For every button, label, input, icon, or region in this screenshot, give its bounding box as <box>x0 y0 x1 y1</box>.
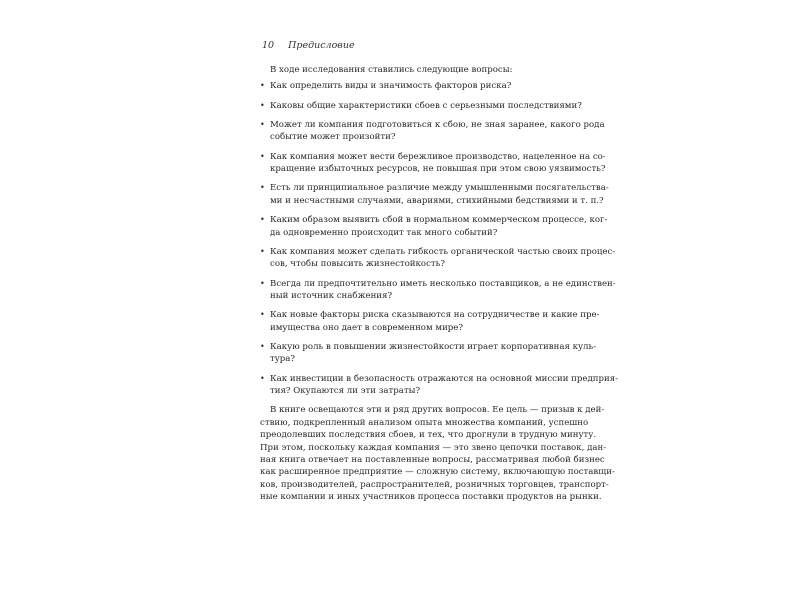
question-line: ми и несчастными случаями, авариями, стихийными бедствиями и т. п.? <box>270 195 604 206</box>
question-item <box>260 100 582 112</box>
question-line: Как инвестиции в безопасность отражаются на основной миссии предприя- <box>270 373 619 384</box>
question-line: Может ли компания подготовиться к сбою, не зная заранее, какого рода <box>270 120 605 130</box>
bullet-icon: • <box>260 215 265 225</box>
paragraph-line: В книге освещаются эти и ряд других вопросов. Ее цель — призыв к дей- <box>270 405 605 416</box>
body-text <box>260 60 619 504</box>
question-item <box>260 80 566 92</box>
question-item <box>260 246 616 271</box>
intro-paragraph: В ходе исследования ставились следующие вопросы: <box>270 65 513 75</box>
question-item <box>260 341 597 366</box>
question-line: тура? <box>270 354 296 365</box>
question-item <box>260 214 608 239</box>
bullet-icon: • <box>260 81 265 91</box>
question-line: Каким образом выявить сбой в нормальном коммерческом процессе, ког- <box>270 215 608 226</box>
bullet-icon: • <box>260 183 265 193</box>
question-line: Как определить виды и значимость факторов риска? <box>270 81 512 92</box>
paragraph-line: ные компании и иных участников процесса поставки продуктов на рынки. <box>260 492 602 503</box>
page-number: 10 <box>262 40 275 51</box>
paragraph-line: ков, производителей, распространителей, розничных торговцев, транспорт- <box>260 479 609 490</box>
question-line: ный источник снабжения? <box>270 290 393 301</box>
question-item <box>260 182 609 207</box>
section-title: Предисловие <box>288 40 355 51</box>
question-item <box>260 373 619 398</box>
question-line: Как компания может вести бережливое производство, нацеленное на со- <box>270 151 606 162</box>
closing-paragraph <box>260 404 615 503</box>
paragraph-line: преодолевших последствия сбоев, и тех, что дрогнули в трудную минуту. <box>260 430 597 441</box>
bullet-icon: • <box>260 373 265 383</box>
paragraph-line: как расширенное предприятие — сложную систему, включающую поставщи- <box>260 467 615 478</box>
bullet-icon: • <box>260 246 265 256</box>
question-line: сов, чтобы повысить жизнестойкость? <box>270 259 445 270</box>
question-line: событие может произойти? <box>270 132 396 143</box>
question-line: Какую роль в повышении жизнестойкости играет корпоративная куль- <box>270 341 597 352</box>
question-item <box>260 278 616 303</box>
question-line: Как новые факторы риска сказываются на сотрудничестве и какие пре- <box>270 310 600 321</box>
questions-list <box>260 80 619 397</box>
paragraph-line: ствию, подкрепленный анализом опыта множества компаний, успешно <box>260 417 589 428</box>
bullet-icon: • <box>260 151 265 161</box>
question-line: тия? Окупаются ли эти затраты? <box>270 386 421 397</box>
question-line: Как компания может сделать гибкость органической частью своих процес- <box>270 246 616 257</box>
paragraph-line: При этом, поскольку каждая компания — это звено цепочки поставок, дан- <box>260 442 607 453</box>
bullet-icon: • <box>260 100 265 110</box>
question-line: Каковы общие характеристики сбоев с серьезными последствиями? <box>270 100 582 111</box>
question-item <box>260 119 605 144</box>
paragraph-line: ная книга отвечает на поставленные вопросы, рассматривая любой бизнес <box>260 454 605 465</box>
bullet-icon: • <box>260 310 265 320</box>
bullet-icon: • <box>260 120 265 129</box>
question-item <box>260 151 606 176</box>
bullet-icon: • <box>260 278 265 288</box>
question-line: кращение избыточных ресурсов, не повышая при этом свою уязвимость? <box>270 164 606 175</box>
question-line: Есть ли принципиальное различие между умышленными посягательства- <box>270 183 609 194</box>
question-line: имущества оно дает в современном мире? <box>270 322 464 333</box>
question-line: да одновременно происходит так много событий? <box>270 227 498 238</box>
bullet-icon: • <box>260 341 265 351</box>
question-line: Всегда ли предпочтительно иметь несколько поставщиков, а не единствен- <box>270 278 616 289</box>
question-item <box>260 309 600 334</box>
running-head <box>262 40 355 51</box>
